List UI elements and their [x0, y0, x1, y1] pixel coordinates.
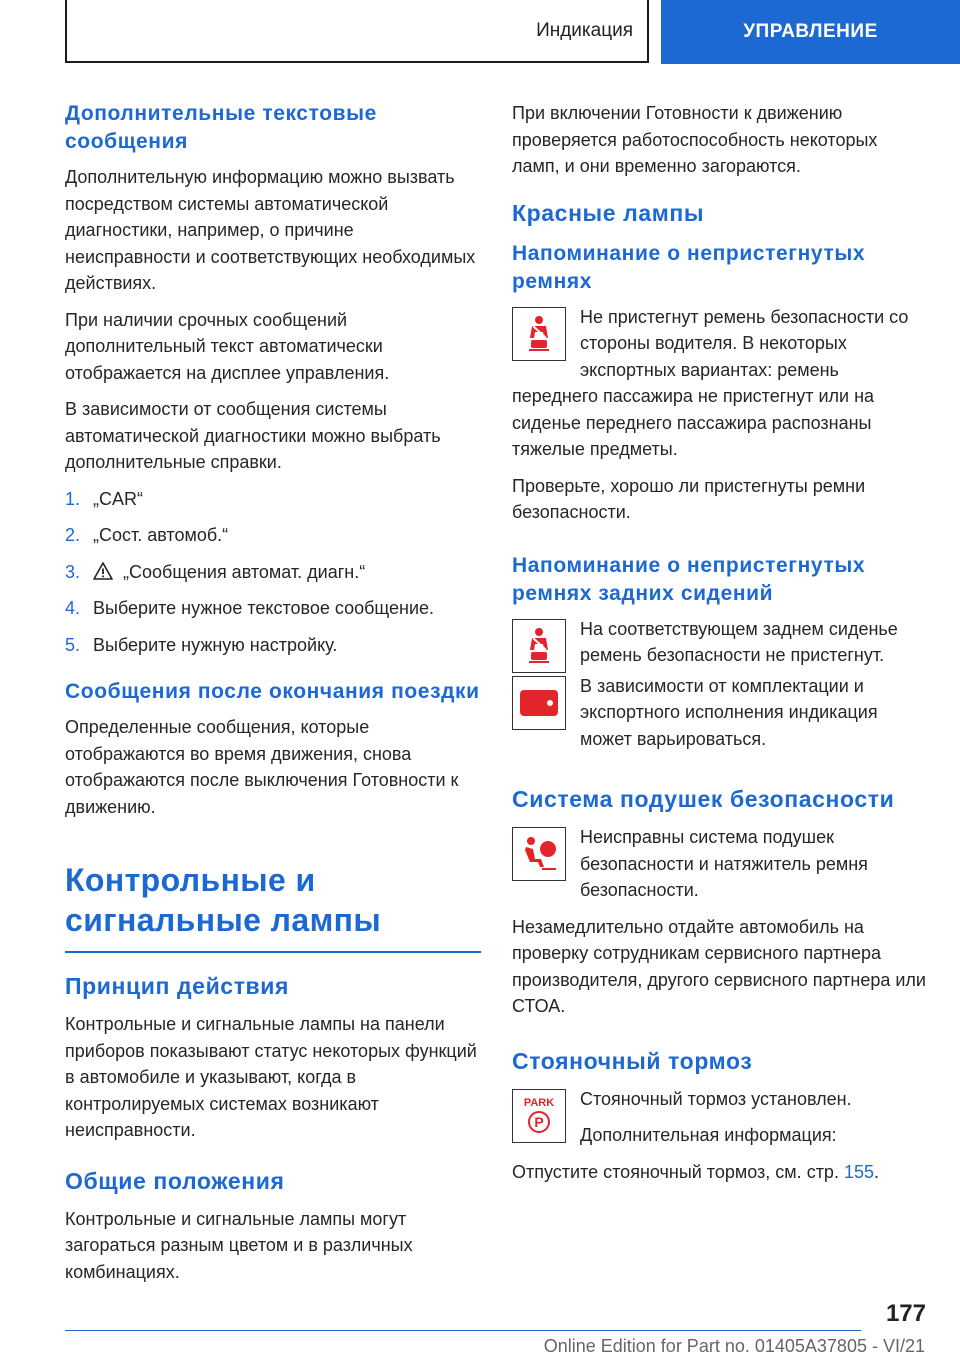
heading-airbag: Система подушек безопасности [512, 786, 895, 812]
step-number: 5. [65, 634, 81, 655]
tab-indication-label: Индикация [536, 19, 633, 41]
belt-rear-row [512, 616, 928, 670]
list-item [65, 486, 481, 513]
list-item [65, 522, 481, 549]
paragraph: Стояночный тормоз установлен. [580, 1088, 852, 1109]
cross-ref-end: . [874, 1161, 880, 1182]
park-icon-text: PARK [523, 1096, 555, 1109]
step-number: 3. [65, 561, 81, 582]
paragraph: Проверьте, хорошо ли пристегнуты ремни безопасности. [512, 475, 866, 522]
page-number: 177 [885, 1300, 926, 1327]
tab-controls[interactable] [661, 0, 960, 64]
step-text: „Сообщения автомат. диагн.“ [123, 561, 366, 582]
chapter-title: Контрольные и сигнальные лампы [65, 862, 382, 938]
paragraph: При включении Готовности к движению проверяется работоспособность некоторых ламп, и они временно загораются. [512, 103, 878, 176]
seatbelt-rear-icon [512, 619, 566, 673]
list-item [65, 559, 481, 586]
seatbelt-warning-icon [512, 307, 566, 361]
cross-ref-text: Отпустите стояночный тормоз, см. стр. [512, 1161, 839, 1182]
paragraph: Незамедлительно отдайте автомобиль на проверку сотрудникам сервисного партнера производителя, другого сервисного партнера или СТОА. [512, 916, 926, 1016]
step-text: „Сост. автомоб.“ [93, 525, 229, 545]
warning-triangle-icon [93, 562, 113, 580]
list-item [65, 632, 481, 659]
left-column [65, 100, 481, 1295]
paragraph: В зависимости от сообщения системы автоматической диагностики можно выбрать дополнительные справки. [65, 399, 441, 472]
header [0, 0, 960, 66]
paragraph: При наличии срочных сообщений дополнительный текст автоматически отображается на дисплее управления. [65, 309, 390, 383]
paragraph: Дополнительная информация: [580, 1125, 837, 1145]
page-reference-link[interactable]: 155 [843, 1161, 875, 1182]
step-text: „CAR“ [93, 488, 143, 509]
tab-controls-label: УПРАВЛЕНИЕ [743, 21, 878, 42]
heading-belt-rear: Напоминание о непристегнутых ремнях задних сидений [512, 553, 866, 605]
airbag-row [512, 824, 928, 904]
right-column [512, 100, 928, 1195]
step-text: Выберите нужную настройку. [93, 634, 338, 655]
step-number: 2. [65, 525, 81, 545]
step-number: 1. [65, 488, 81, 509]
paragraph: Неисправны система подушек безопасности и натяжитель ремня безопасности. [580, 827, 868, 900]
list-item [65, 595, 481, 622]
rear-seat-indicator-icon [512, 676, 566, 730]
belt-rear-variant-row [512, 673, 928, 753]
heading-after-trip: Сообщения после окончания поездки [65, 680, 480, 703]
parking-brake-row [512, 1086, 928, 1186]
heading-belt-reminder: Напоминание о непристегнутых ремнях [512, 241, 866, 293]
chapter-divider [65, 951, 481, 953]
paragraph: Контрольные и сигнальные лампы на панели приборов показывают статус некоторых функций в автомобиле и указывают, когда в контролируемых системах возникают неисправности. [65, 1014, 477, 1140]
step-text: Выберите нужное текстовое сообщение. [93, 598, 435, 618]
step-number: 4. [65, 598, 81, 618]
paragraph: Определенные сообщения, которые отображаются во время движения, снова отображаются после выключения Готовности к движению. [65, 717, 459, 817]
steps-list [65, 486, 481, 659]
paragraph: На соответствующем заднем сиденье ремень безопасности не пристегнут. [580, 618, 898, 665]
heading-parking-brake: Стояночный тормоз [512, 1047, 753, 1074]
footer-edition: Online Edition for Part no. 01405A37805 - VI/21 [543, 1336, 925, 1356]
airbag-warning-icon [512, 827, 566, 881]
parking-brake-icon [512, 1089, 566, 1143]
paragraph: Дополнительную информацию можно вызвать посредством системы автоматической диагностики, например, о причине неисправности и соответствующих необходимых действиях. [65, 167, 476, 293]
paragraph [512, 1159, 928, 1186]
paragraph: В зависимости от комплектации и экспортного исполнения индикация может варьироваться. [580, 675, 878, 749]
heading-red-lamps: Красные лампы [512, 199, 705, 226]
park-icon-letter: P [534, 1113, 544, 1130]
heading-general: Общие положения [65, 1167, 285, 1194]
paragraph: Контрольные и сигнальные лампы могут загораться разным цветом и в различных комбинациях. [65, 1208, 413, 1282]
heading-extra-messages: Дополнительные текстовые сообщения [65, 102, 377, 153]
paragraph: Не пристегнут ремень безопасности со стороны водителя. В некоторых экспортных вариантах: ремень переднего пассажира не пристегнут или на сиденье переднего пассажира распознаны тяжелые предметы. [512, 306, 909, 459]
belt-warning-row [512, 304, 928, 463]
footer-divider [65, 1330, 861, 1331]
tab-indication[interactable] [65, 0, 649, 63]
heading-principle: Принцип действия [65, 973, 290, 999]
